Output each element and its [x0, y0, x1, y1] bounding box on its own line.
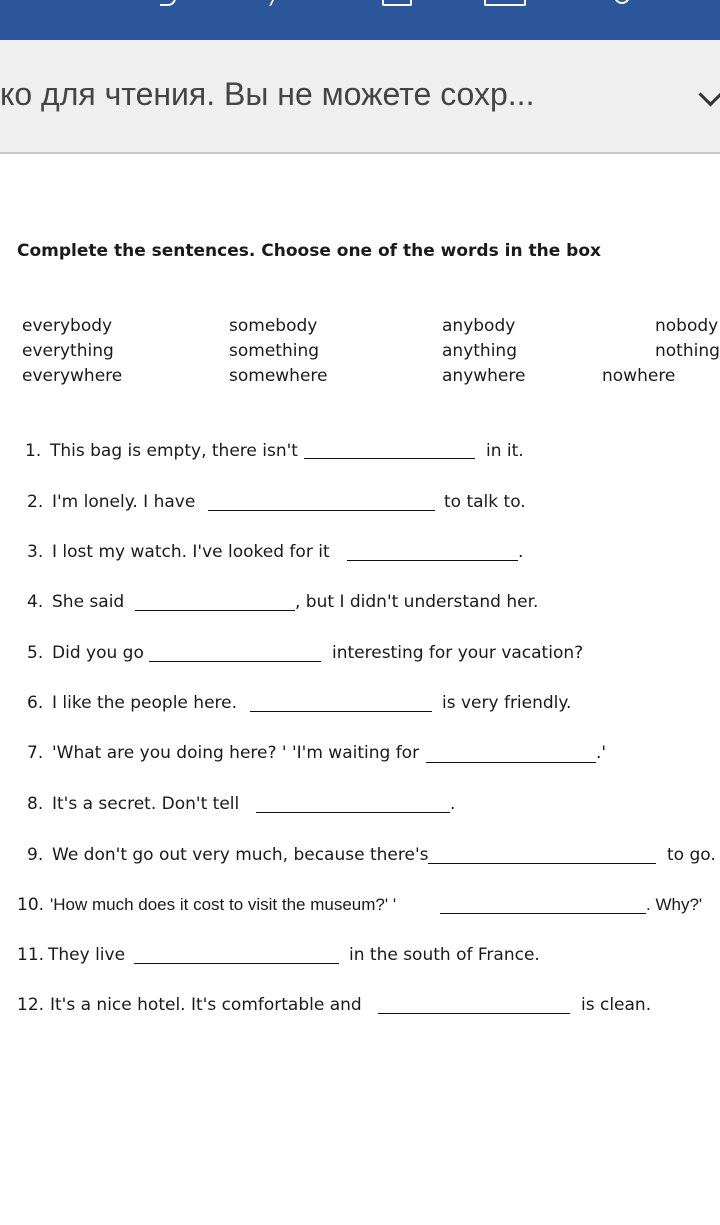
question-number: 9. — [27, 845, 44, 865]
question-text-after: . — [450, 794, 456, 814]
toolbar-icon[interactable] — [614, 0, 630, 4]
toolbar-icon[interactable] — [259, 0, 277, 6]
question-number: 5. — [27, 643, 44, 663]
answer-blank[interactable] — [134, 963, 339, 964]
question-text-before: I like the people here. — [52, 693, 238, 713]
question-text-after: interesting for your vacation? — [332, 643, 584, 663]
question-text-after: to go. — [667, 845, 716, 865]
answer-blank[interactable] — [428, 863, 656, 864]
question-text-before: It's a secret. Don't tell — [52, 794, 240, 814]
exercise-instruction: Complete the sentences. Choose one of the words in the box — [17, 241, 601, 261]
word-option: somebody — [229, 316, 318, 336]
question-text-before: It's a nice hotel. It's comfortable and — [50, 995, 362, 1015]
question-text-before: She said — [52, 592, 125, 612]
question-text-after: . — [518, 542, 524, 562]
question-text-before: Did you go — [52, 643, 144, 663]
question-text-before: This bag is empty, there isn't — [50, 441, 298, 461]
word-option: somewhere — [229, 366, 328, 386]
question-text-before: I'm lonely. I have — [52, 492, 196, 512]
question-text-after: in the south of France. — [349, 945, 540, 965]
answer-blank[interactable] — [347, 560, 518, 561]
question-text-before: I lost my watch. I've looked for it — [52, 542, 330, 562]
question-number: 4. — [27, 592, 44, 612]
word-option: something — [229, 341, 320, 361]
answer-blank[interactable] — [135, 610, 295, 611]
question-number: 3. — [27, 542, 44, 562]
answer-blank[interactable] — [304, 458, 475, 459]
word-option: nobody — [655, 316, 719, 336]
word-option: anything — [442, 341, 517, 361]
question-number: 7. — [27, 743, 44, 763]
toolbar-icon[interactable] — [382, 0, 412, 6]
toolbar-icon[interactable] — [160, 0, 176, 6]
question-text-after: . Why?' — [646, 895, 703, 914]
answer-blank[interactable] — [208, 510, 435, 511]
question-text-after: , but I didn't understand her. — [295, 592, 539, 612]
word-option: everybody — [22, 316, 113, 336]
toolbar-icon[interactable] — [484, 0, 526, 6]
question-number: 11. — [17, 945, 45, 965]
question-number: 6. — [27, 693, 44, 713]
app-toolbar — [0, 0, 720, 40]
read-only-message: ко для чтения. Вы не можете сохр... — [0, 76, 535, 112]
question-number: 8. — [27, 794, 44, 814]
answer-blank[interactable] — [250, 711, 432, 712]
question-text-before: We don't go out very much, because there's — [52, 845, 429, 865]
question-number: 10. — [17, 895, 45, 915]
answer-blank[interactable] — [149, 661, 321, 662]
chevron-down-icon[interactable] — [698, 82, 720, 106]
question-text-after: is clean. — [581, 995, 652, 1015]
question-text-after: is very friendly. — [442, 693, 572, 713]
read-only-banner[interactable] — [0, 40, 720, 154]
question-text-before: They live — [48, 945, 126, 965]
word-option: everywhere — [22, 366, 123, 386]
word-option: nothing — [655, 341, 720, 361]
word-option: anywhere — [442, 366, 526, 386]
answer-blank[interactable] — [440, 913, 646, 914]
question-number: 12. — [17, 995, 45, 1015]
question-text-after: .' — [596, 743, 607, 763]
answer-blank[interactable] — [426, 762, 596, 763]
answer-blank[interactable] — [256, 812, 450, 813]
answer-blank[interactable] — [378, 1013, 570, 1014]
question-number: 2. — [27, 492, 44, 512]
question-text-after: in it. — [486, 441, 524, 461]
word-option: nowhere — [602, 366, 676, 386]
word-option: anybody — [442, 316, 516, 336]
question-text-before: 'How much does it cost to visit the museum?' ' — [50, 895, 397, 914]
question-text-before: 'What are you doing here? ' 'I'm waiting for — [52, 743, 420, 763]
word-option: everything — [22, 341, 114, 361]
question-text-after: to talk to. — [444, 492, 526, 512]
question-number: 1. — [25, 441, 42, 461]
